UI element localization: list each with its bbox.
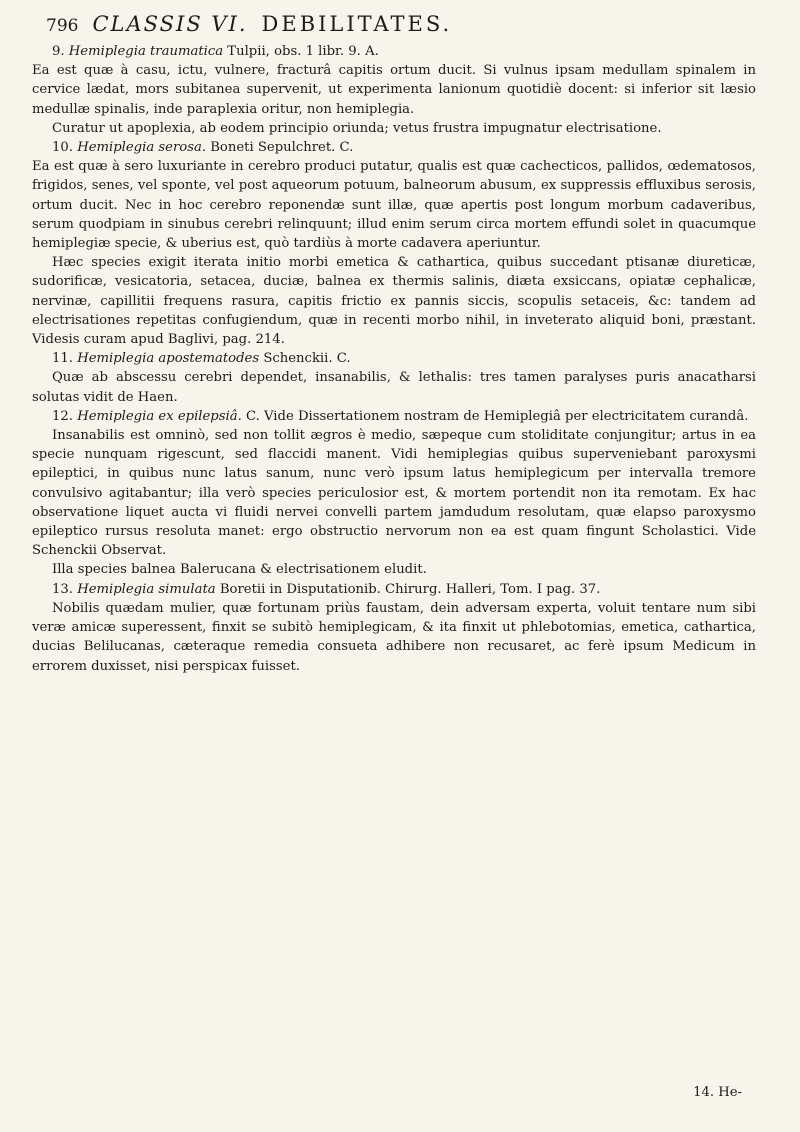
paragraph: Ea est quæ à sero luxuriante in cerebro produci putatur, qualis est quæ cachecticos, pallidos, œdematosos, frigidos, senes, vel sponte, vel post aqueorum potuum, balneorum abusum, ex suppressis effluxibus serosis, ortum ducit. Nec in hoc cerebro reponendæ sunt illæ, quæ apertis post longum morbum cadaveribus, serum quodpiam in sinubus cerebri relinquunt; illud enim serum circa mortem effundi solet in quacumque hemiplegiæ specie, & uberius est, quò tardiùs à morte cadavera aperiuntur. xyxy=(32,159,756,252)
body-text xyxy=(32,42,756,676)
section-reference: Boneti Sepulchret. C. xyxy=(210,140,354,156)
classis-label: CLASSIS VI. xyxy=(92,12,248,36)
section-number: 12. xyxy=(52,408,73,424)
section-reference: Schenckii. C. xyxy=(263,351,351,367)
section-number: 13. xyxy=(52,581,73,597)
section-title: Hemiplegia traumatica xyxy=(68,44,224,59)
section-10-heading xyxy=(32,138,756,157)
section-12-heading xyxy=(32,407,756,426)
section-reference: Tulpii, obs. 1 libr. 9. A. xyxy=(227,44,379,59)
section-title: Hemiplegia serosa. xyxy=(77,140,207,156)
page-title: DEBILITATES. xyxy=(261,12,453,36)
section-number: 9. xyxy=(52,44,65,59)
section-number: 11. xyxy=(52,351,73,367)
paragraph: Hæc species exigit iterata initio morbi emetica & cathartica, quibus succedant ptisanæ diureticæ, sudorificæ, vesicatoria, setacea, duciæ, balnea ex thermis salinis, diæta exsiccans, opiatæ cephalicæ, nervinæ, capillitii frequens rasura, capitis frictio ex pannis siccis, scopulis setaceis, &c: tandem ad electrisationes repetitas confugiendum, quæ in recenti morbo nihil, in inveterato aliquid boni, præstant. Videsis curam apud Baglivi, pag. 214. xyxy=(32,255,756,348)
section-11-heading xyxy=(32,349,756,368)
paragraph: Curatur ut apoplexia, ab eodem principio oriunda; vetus frustra impugnatur electrisatione. xyxy=(52,120,662,136)
section-13-heading xyxy=(32,580,756,599)
paragraph: Ea est quæ à casu, ictu, vulnere, fracturâ capitis ortum ducit. Si vulnus ipsam medullam spinalem in cervice lædat, mors subitanea supervenit, ut experimenta lanionum quotidiè docent: si inferior sit læsio medullæ spinalis, inde paraplexia oritur, non hemiplegia. xyxy=(32,63,756,117)
section-title: Hemiplegia simulata xyxy=(77,581,216,597)
paragraph: Nobilis quædam mulier, quæ fortunam priùs faustam, dein adversam experta, voluit tentare num sibi veræ amicæ superessent, finxit se subitò hemiplegicam, & ita finxit ut phlebotomias, emetica, cathartica, ducias Belilucanas, cæteraque remedia consueta adhibere non recusaret, ac ferè ipsum Medicum in errorem duxisset, nisi perspicax fuisset. xyxy=(32,600,756,674)
catchword: 14. He- xyxy=(693,1085,742,1100)
section-9-heading xyxy=(32,42,756,61)
page-number: 796 xyxy=(46,16,79,36)
paragraph: Insanabilis est omninò, sed non tollit ægros è medio, sæpeque cum stoliditate conjungitur; artus in ea specie nunquam rigescunt, sed flaccidi manent. Vidi hemiplegias quibus superveniebant paroxysmi epileptici, in quibus nunc latus sanum, nunc verò ipsum latus hemiplegicum per intervalla tremore convulsivo agitabantur; illa verò species periculosior est, & mortem portendit non ita remotam. Ex hac observatione liquet aucta vi fluidi nervei convelli partem jamdudum resolutam, quæ elapso paroxysmo epileptico rursus resoluta manet: ergo obstructio nervorum non ea est quam fingunt Scholastici. Vide Schenckii Observat. xyxy=(32,428,756,559)
running-header xyxy=(32,12,756,36)
section-reference: C. Vide Dissertationem nostram de Hemiplegiâ per electricitatem curandâ. xyxy=(246,408,749,424)
section-title: Hemiplegia apostematodes xyxy=(77,351,260,367)
section-number: 10. xyxy=(52,140,73,156)
section-title: Hemiplegia ex epilepsiâ. xyxy=(77,408,242,424)
paragraph: Quæ ab abscessu cerebri dependet, insanabilis, & lethalis: tres tamen paralyses puris anacatharsi solutas vidit de Haen. xyxy=(32,370,756,405)
paragraph: Illa species balnea Balerucana & electrisationem eludit. xyxy=(52,562,427,578)
section-reference: Boretii in Disputationib. Chirurg. Halleri, Tom. I pag. 37. xyxy=(219,581,601,597)
